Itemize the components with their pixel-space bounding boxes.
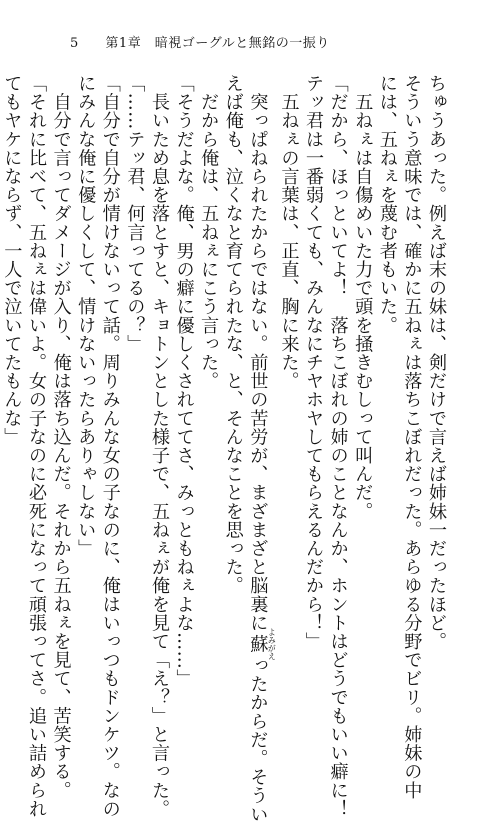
ruby-annotation: 蘇 よみがえ — [247, 628, 277, 660]
text-line: 「……テッ君、何言ってるの？」 — [124, 74, 146, 353]
text-line: 「それに比べて、五ねぇは偉いよ。女の子なのに必死になって頑張ってさ。追い詰められ — [26, 74, 47, 818]
text-line: 長いため息を落とすと、キョトンとした様子で、五ねぇが俺を見て「え？」と言った。 — [148, 74, 170, 818]
text-line: 「だから、ほっといてよ！ 落ちこぼれの姉のことなんか、ホントはどうでもいい癖に！ — [327, 74, 349, 818]
running-header — [70, 32, 330, 51]
text-line: えば俺も、泣くなと育てられたな、と、そんなことを思った。 — [222, 74, 244, 595]
vertical-text-body — [1, 74, 448, 823]
text-line: 「そうだよな。俺、男の癖に優しくされててさ、みっともねぇよな……」 — [173, 74, 195, 688]
chapter-title: 第1章 暗視ゴーグルと無銘の一振り — [105, 36, 330, 51]
text-line: ちゅうあった。例えば末の妹は、剣だけで言えば姉妹一だったほど。 — [426, 74, 447, 651]
text-line: テッ君は一番弱くても、みんなにチヤホヤしてもらえるんだから！」 — [303, 74, 325, 651]
text-line: 「自分で自分が情けないって話。周りみんな女の子なのに、俺はいっつもドンケツ。なの — [99, 74, 121, 818]
page-number: 5 — [70, 36, 79, 51]
text-line: 突っぱねられたからではない。前世の苦労が、まざまざと脳裏に蘇 よみがえったからだ。そうい — [247, 74, 277, 823]
text-line: 自分で言ってダメージが入り、俺は落ち込んだ。それから五ねぇを見て、苦笑する。 — [50, 74, 72, 800]
text-line: 五ねぇの言葉は、正直、胸に来た。 — [278, 74, 300, 391]
text-line: にみんな俺に優しくして、情けないったらありゃしない」 — [75, 74, 97, 558]
text-line: てもヤケにならず、一人で泣いてたもんな」 — [1, 74, 23, 446]
text-line: には、五ねぇを蔑む者もいた。 — [376, 74, 398, 335]
text-line: 五ねぇは自傷めいた力で頭を掻きむしって叫んだ。 — [352, 74, 374, 521]
text-line: そういう意味では、確かに五ねぇは落ちこぼれだった。あらゆる分野でビリ。姉妹の中 — [401, 74, 423, 800]
text-line: だから俺は、五ねぇにこう言った。 — [198, 74, 220, 391]
